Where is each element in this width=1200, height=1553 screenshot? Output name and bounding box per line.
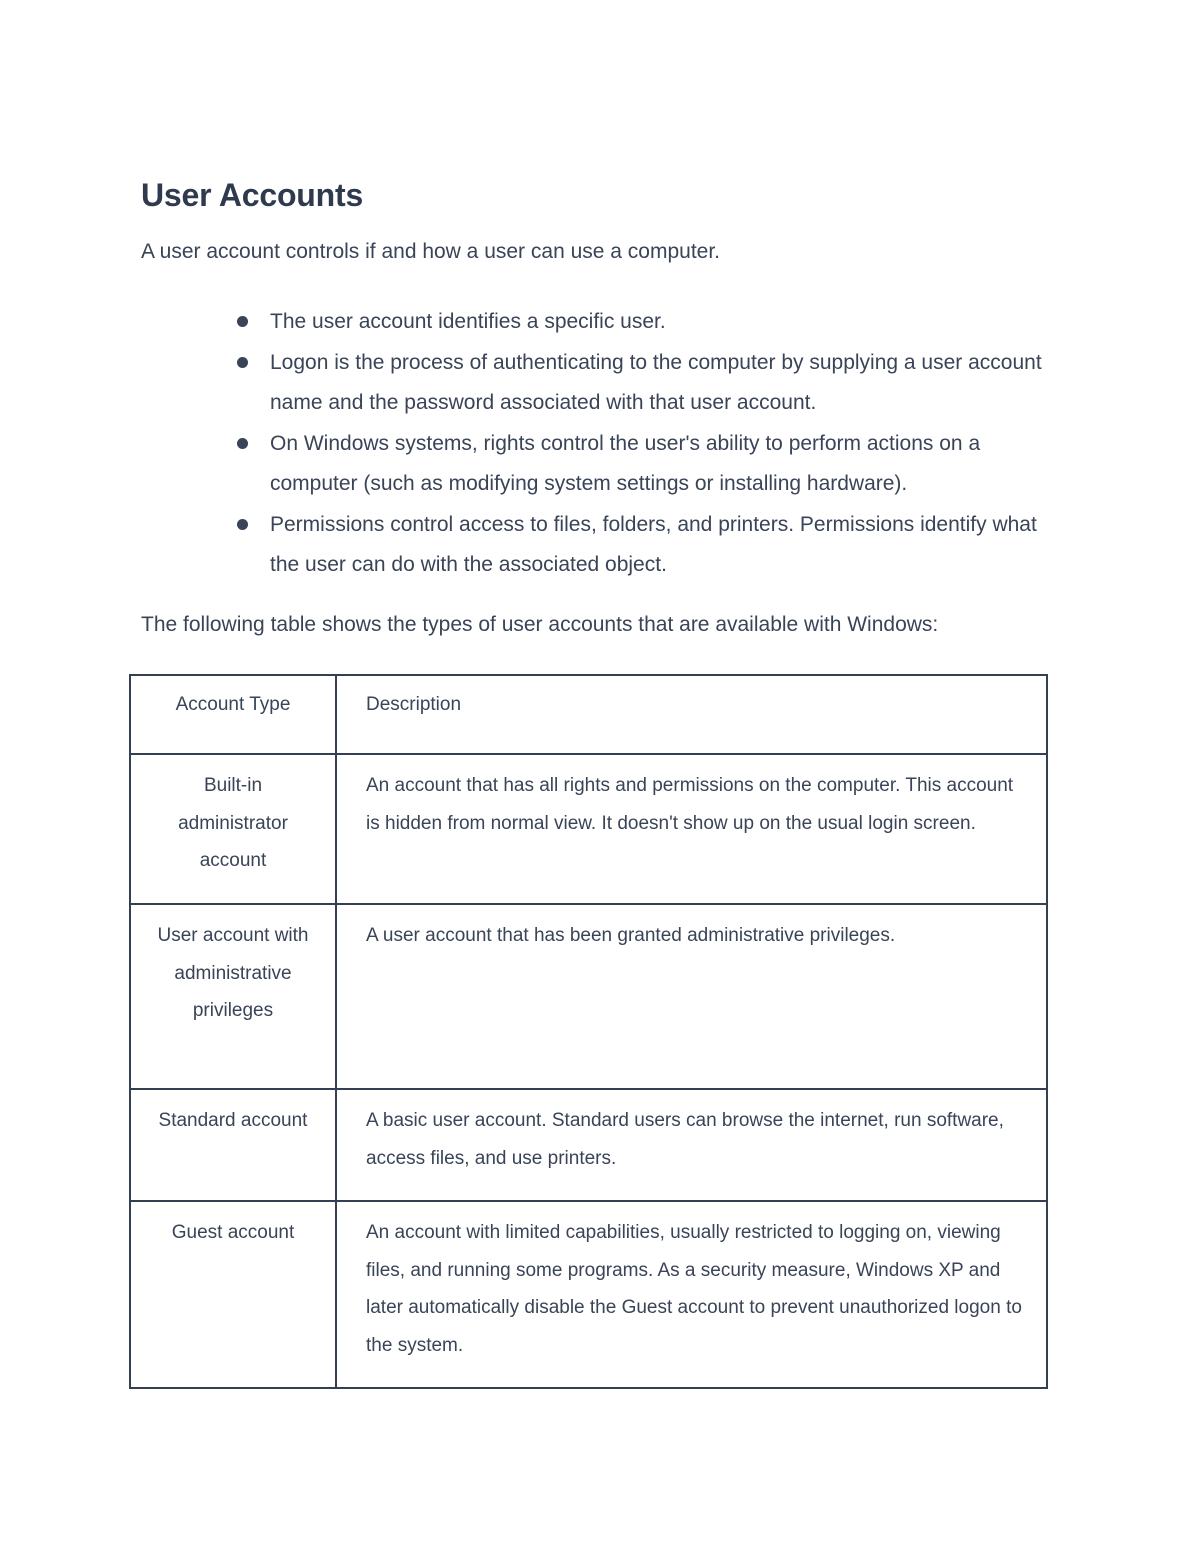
table-row (130, 904, 1047, 1089)
list-item-text: Logon is the process of authenticating to the computer by supplying a user account name and the password associated with that user account. (270, 350, 1042, 414)
list-item (234, 302, 1064, 343)
list-item (234, 343, 1064, 424)
bullet-list (234, 302, 1064, 586)
bullet-dot-icon (237, 316, 248, 327)
intro-paragraph: A user account controls if and how a user can use a computer. (141, 240, 720, 263)
bullet-dot-icon (237, 438, 248, 449)
description-cell: A user account that has been granted administrative privileges. (336, 904, 1047, 1089)
account-types-table (129, 674, 1048, 1389)
page-title: User Accounts (141, 177, 364, 213)
list-item-text: On Windows systems, rights control the user's ability to perform actions on a computer (such as modifying system settings or installing hardware). (270, 431, 981, 495)
table-row (130, 754, 1047, 904)
account-type-cell: User account with administrative privileges (130, 904, 336, 1089)
description-cell: An account with limited capabilities, usually restricted to logging on, viewing files, and running some programs. As a security measure, Windows XP and later automatically disable the Guest account to prevent unauthorized logon to the system. (336, 1201, 1047, 1388)
list-item-text: Permissions control access to files, folders, and printers. Permissions identify what the user can do with the associated object. (270, 512, 1037, 576)
table-row (130, 1089, 1047, 1201)
header-account-type: Account Type (130, 675, 336, 754)
table-header-row (130, 675, 1047, 754)
list-item (234, 505, 1064, 586)
table-row (130, 1201, 1047, 1388)
account-type-cell: Guest account (130, 1201, 336, 1388)
account-type-cell: Standard account (130, 1089, 336, 1201)
list-item (234, 424, 1064, 505)
table-lead-paragraph: The following table shows the types of user accounts that are available with Windows: (141, 613, 939, 636)
header-description: Description (336, 675, 1047, 754)
description-cell: A basic user account. Standard users can browse the internet, run software, access files, and use printers. (336, 1089, 1047, 1201)
description-cell: An account that has all rights and permissions on the computer. This account is hidden from normal view. It doesn't show up on the usual login screen. (336, 754, 1047, 904)
bullet-dot-icon (237, 519, 248, 530)
bullet-dot-icon (237, 357, 248, 368)
account-type-cell: Built-in administrator account (130, 754, 336, 904)
list-item-text: The user account identifies a specific user. (270, 310, 666, 333)
